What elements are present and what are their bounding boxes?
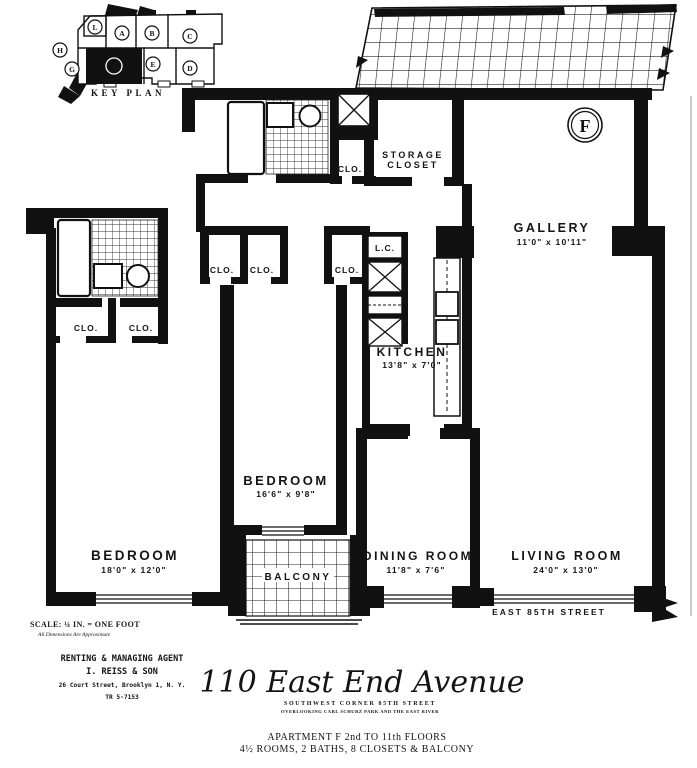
- closet-label-top: CLO.: [337, 164, 363, 174]
- key-unit-e: E: [150, 60, 156, 69]
- closet-label-mid-3: CLO.: [334, 265, 360, 275]
- bedroom-center-label: BEDROOM: [243, 473, 329, 488]
- agent-heading: RENTING & MANAGING AGENT: [60, 654, 184, 664]
- closet-label-left-2: CLO.: [128, 323, 154, 333]
- kitchen-appliance-1: [436, 292, 458, 316]
- bathroom-left: [58, 220, 158, 296]
- key-unit-g: G: [69, 65, 75, 74]
- kitchen-dims: 13'8" x 7'0": [382, 360, 442, 370]
- closet-label-mid-1: CLO.: [209, 265, 235, 275]
- sink-top: [267, 103, 293, 127]
- roof-terrace-hatch: [356, 4, 677, 90]
- bathroom-top: [228, 100, 328, 174]
- kitchen-appliance-2: [436, 320, 458, 344]
- apartment-floors-line: APARTMENT F 2nd TO 11th FLOORS: [267, 732, 447, 743]
- street-label: EAST 85TH STREET: [492, 607, 606, 617]
- key-unit-h: H: [57, 46, 63, 55]
- storage-closet-label-1: STORAGE: [382, 150, 444, 160]
- agent-name: I. REISS & SON: [86, 667, 158, 677]
- key-unit-a: A: [119, 29, 125, 38]
- kitchen-label: KITCHEN: [376, 345, 448, 359]
- bedroom-center-dims: 16'6" x 9'8": [256, 489, 316, 499]
- key-unit-d: D: [187, 64, 193, 73]
- dining-room-dims: 11'8" x 7'6": [386, 565, 446, 575]
- bedroom-left-label: BEDROOM: [91, 548, 179, 563]
- key-plan-title: KEY PLAN: [91, 88, 165, 98]
- dining-room-label: DINING ROOM: [362, 549, 474, 563]
- gallery-dims: 11'0" x 10'11": [516, 237, 588, 247]
- toilet-top: [300, 106, 321, 127]
- living-room-dims: 24'0" x 13'0": [533, 565, 599, 575]
- key-unit-l: L: [92, 23, 98, 32]
- closet-label-left-1: CLO.: [73, 323, 99, 333]
- apartment-letter: F: [579, 116, 591, 136]
- building-location-line: SOUTHWEST CORNER 85TH STREET: [284, 701, 436, 707]
- bedroom-left-dims: 18'0" x 12'0": [101, 565, 167, 575]
- linen-closet-label: L.C.: [374, 243, 396, 253]
- kitchen-counters: [434, 258, 460, 416]
- key-unit-c: C: [187, 32, 193, 41]
- closet-label-mid-2: CLO.: [249, 265, 275, 275]
- balcony-label: BALCONY: [264, 572, 332, 583]
- gallery-label: GALLERY: [513, 221, 591, 235]
- scale-note: SCALE: ¼ IN. = ONE FOOT: [30, 620, 140, 629]
- bathtub-left: [58, 220, 90, 296]
- bathtub-top: [228, 102, 264, 174]
- agent-phone: TR 5-7153: [105, 694, 139, 701]
- agent-address: 26 Court Street, Brooklyn 1, N. Y.: [58, 682, 186, 689]
- dimensions-note: All Dimensions Are Approximate: [38, 632, 111, 638]
- sink-left: [94, 264, 122, 288]
- living-room-label: LIVING ROOM: [511, 549, 623, 563]
- building-name: 110 East End Avenue: [199, 665, 525, 700]
- building-overlook-line: OVERLOOKING CARL SCHURZ PARK AND THE EAST RIVER: [281, 709, 439, 714]
- key-unit-b: B: [149, 29, 155, 38]
- key-unit-f: F: [111, 62, 117, 71]
- elevator-shaft: [338, 94, 370, 126]
- toilet-left: [127, 265, 149, 287]
- apartment-features-line: 4½ ROOMS, 2 BATHS, 8 CLOSETS & BALCONY: [239, 744, 475, 755]
- storage-closet-label-2: CLOSET: [387, 160, 439, 170]
